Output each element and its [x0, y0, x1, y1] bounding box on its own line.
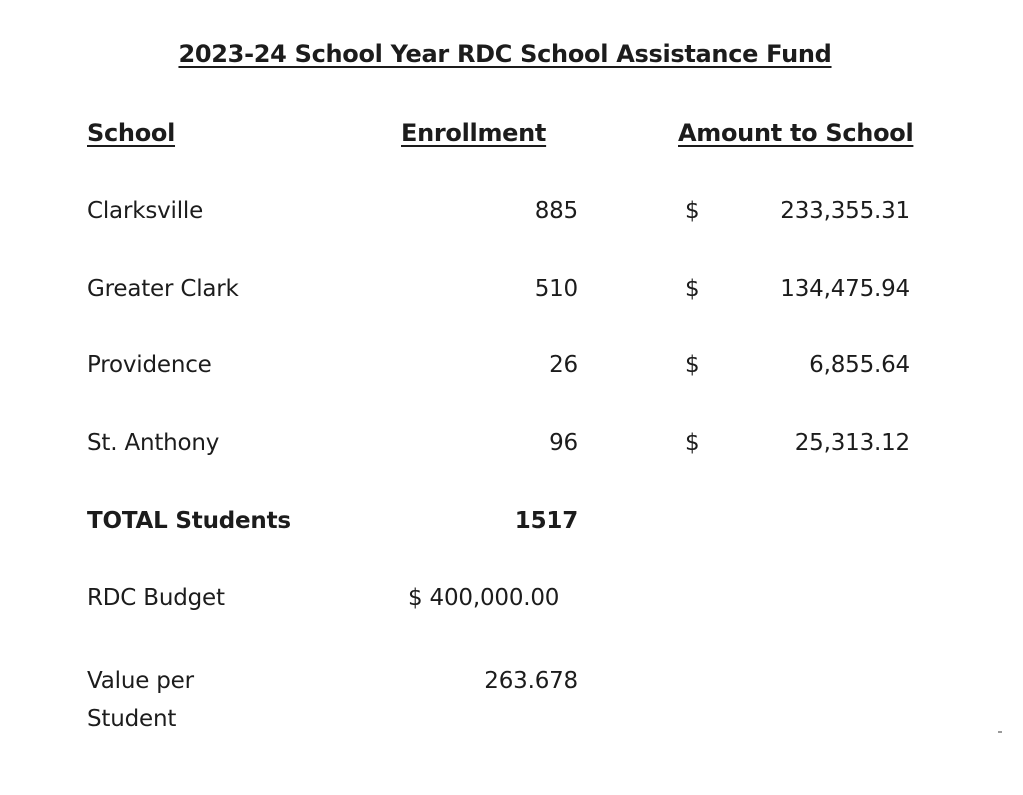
value-per-student-label [87, 662, 194, 738]
header-enrollment: Enrollment [401, 119, 547, 147]
row-amount: 6,855.64 [809, 352, 910, 378]
header-amount-to-school: Amount to School [678, 119, 914, 147]
row-school-name: Providence [87, 352, 212, 378]
row-enrollment: 885 [534, 198, 578, 224]
row-enrollment: 26 [549, 352, 578, 378]
row-amount: 25,313.12 [794, 430, 910, 456]
row-currency-symbol: $ [685, 430, 700, 456]
row-school-name: Clarksville [87, 198, 204, 224]
row-currency-symbol: $ [685, 198, 700, 224]
row-currency-symbol: $ [685, 276, 700, 302]
row-amount: 233,355.31 [780, 198, 910, 224]
document-title: 2023-24 School Year RDC School Assistance Fund [178, 40, 832, 68]
total-students-value: 1517 [514, 508, 578, 534]
row-currency-symbol: $ [685, 352, 700, 378]
value-per-student-value: 263.678 [484, 668, 578, 694]
scan-speck [998, 731, 1002, 733]
rdc-budget-label: RDC Budget [87, 585, 225, 611]
row-school-name: Greater Clark [87, 276, 239, 302]
row-school-name: St. Anthony [87, 430, 220, 456]
value-per-student-label-line2: Student [87, 706, 177, 732]
header-school: School [87, 119, 176, 147]
value-per-student-label-line1: Value per [87, 668, 194, 694]
row-enrollment: 96 [549, 430, 578, 456]
row-enrollment: 510 [534, 276, 578, 302]
row-amount: 134,475.94 [780, 276, 910, 302]
total-students-label: TOTAL Students [87, 508, 291, 534]
rdc-budget-value: $ 400,000.00 [408, 585, 560, 611]
